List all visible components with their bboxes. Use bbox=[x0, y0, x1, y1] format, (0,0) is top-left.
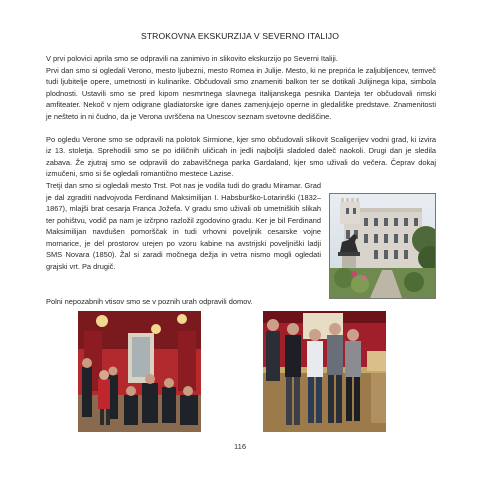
paragraph-intro: V prvi polovici aprila smo se odpravili na zanimivo in slikovito ekskurzijo po Severni Italiji. bbox=[46, 54, 338, 63]
paragraph-sirmione: Po ogledu Verone smo se odpravili na polotok Sirmione, kjer smo občudovali slikovit Scaligerijev vodni grad, ki izvira iz 13. stoletja. Sprehodili smo se po idiličnih uličicah in jedli najboljši sladoled daleč naokoli. Drugi dan je sledila zabava. Že zjutraj smo se odpravili do zabaviščnega parka Gardaland, kjer smo uživali do večera. Čeprav dokaj izmučeni, smo si še ogledali romantično mestece Lazise. bbox=[46, 134, 436, 179]
palace-hall-photo bbox=[78, 311, 201, 432]
paragraph-verona: Prvi dan smo si ogledali Verono, mesto ljubezni, mesto Romea in Julije. Mesto, ki ne preprića le zaljubljencev, temveč tudi ljubitelje opere, umetnosti in kulinarike. Občudovali smo znameniti balkon ter se dotikali Julijinega kipa, simbola plodnosti. Ustavili smo se pred kipom nesmrtnega slavnega italijanskega pesnika Danteja ter občudovali rimski amfiteater. Nekoč v njem odigrane gladiatorske igre danes zamenjujejo operne in gledališke predstave. Znamenitosti je nešteto in ni čudno, da je Verona uvrščena na Unescov seznam svetovne dediščine. bbox=[46, 65, 436, 121]
castle-photo bbox=[329, 193, 436, 299]
page-title: STROKOVNA EKSKURZIJA V SEVERNO ITALIJO bbox=[140, 31, 339, 41]
students-group-photo bbox=[263, 311, 386, 432]
paragraph-trieste: Tretji dan smo si ogledali mesto Trst. Pot nas je vodila tudi do gradu Miramar. Grad je dal zgraditi nadvojvoda Ferdinand Maksimilijan I. Habsburško-Lotarinški (1832–1867), mlajši brat cesarja Franca Jožefa. V gradu smo uživali ob umetniških slikah ter pohištvu, vodič pa nam je izčrpno razložil zgodovino gradu. Ker je bil Ferdinand Maksimilijan navdušen pomorščak in tudi vrhovni poveljnik cesarske vojne mornarice, je del prostorov urejen po vzoru kabine na avstrijski poveljniški ladji SMS Novara (1850). Žal si zaradi močnega dežja in vetra nismo mogli ogledati grajski vrt. Pa drugič. bbox=[46, 181, 321, 271]
paragraph-return: Polni nepozabnih vtisov smo se v poznih urah odpravili domov. bbox=[46, 296, 253, 306]
page-number: 116 bbox=[233, 442, 247, 451]
